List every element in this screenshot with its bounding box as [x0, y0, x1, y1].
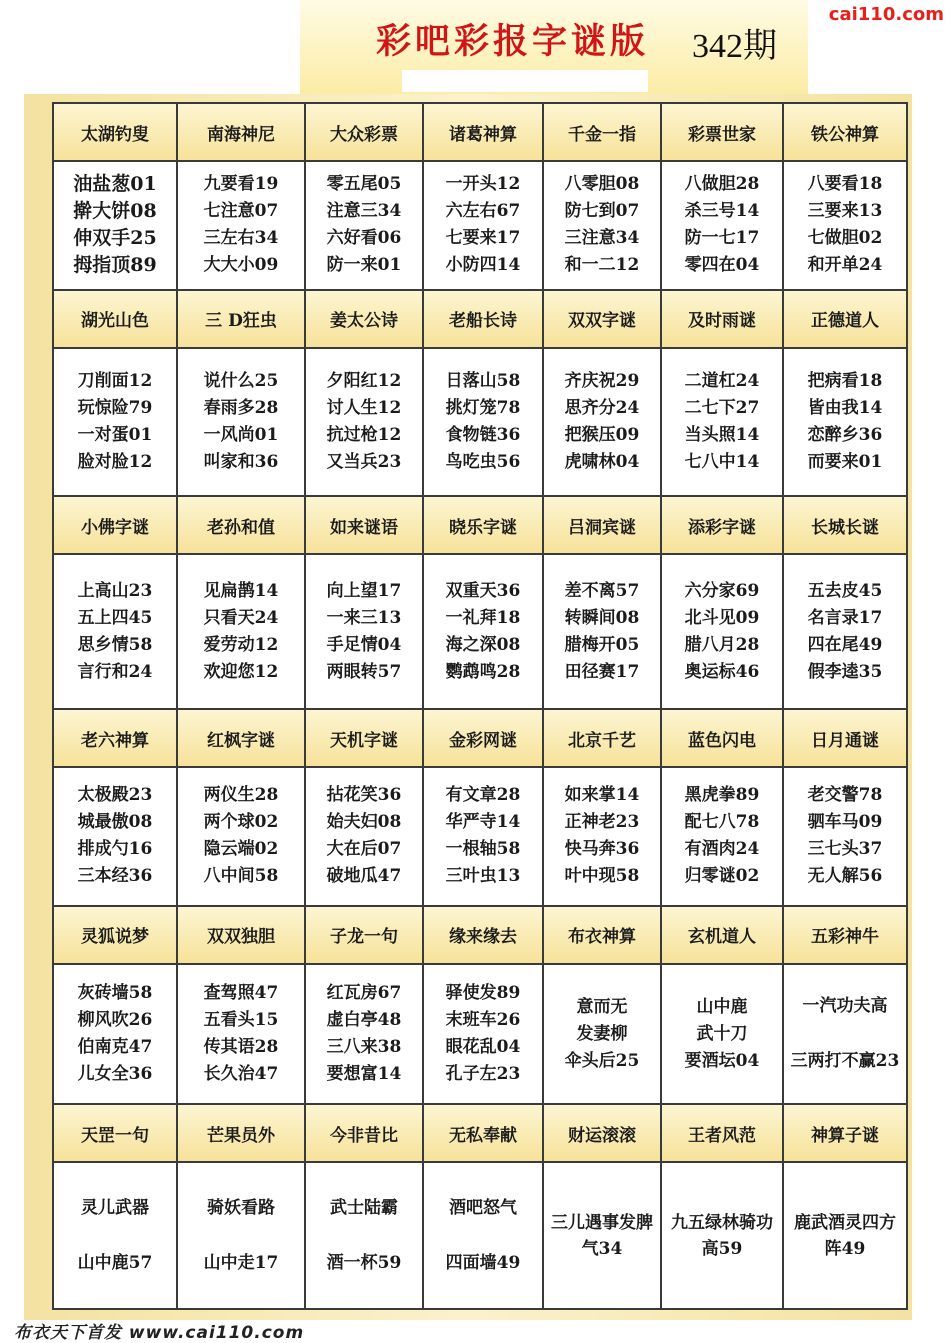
- author-header: 双双独胆: [177, 906, 305, 964]
- riddle-line: 配七八78: [684, 812, 760, 833]
- author-header: 彩票世家: [661, 103, 783, 161]
- riddle-line: 归零谜02: [684, 866, 760, 887]
- riddle-line: 大在后07: [326, 839, 402, 860]
- riddle-lines: [662, 782, 782, 890]
- riddle-line: 眼花乱04: [445, 1037, 521, 1058]
- riddle-line: 有文章28: [445, 785, 521, 806]
- riddle-line: 伸双手25: [73, 227, 157, 250]
- riddle-line: 三左右34: [203, 228, 279, 249]
- author-header: 王者风范: [661, 1104, 783, 1162]
- riddle-line: 孔子左23: [445, 1064, 521, 1085]
- riddle-lines: [424, 1195, 542, 1277]
- title-underline-bar: [402, 70, 648, 92]
- riddle-line: 杀三号14: [684, 201, 760, 222]
- author-header: 及时雨谜: [661, 290, 783, 348]
- riddle-line: 八中间58: [203, 866, 279, 887]
- riddle-lines: [306, 1195, 422, 1277]
- riddle-cell: [305, 348, 423, 496]
- riddle-line: 小防四14: [445, 255, 521, 276]
- riddle-line: 零五尾05: [326, 174, 402, 195]
- riddle-cell: [423, 964, 543, 1104]
- riddle-cell: [423, 767, 543, 905]
- riddle-line: 发妻柳: [576, 1023, 628, 1044]
- riddle-line: 灵儿武器: [81, 1197, 149, 1218]
- riddle-line: 破地瓜47: [326, 866, 402, 887]
- riddle-line: 三八来38: [326, 1037, 402, 1058]
- riddle-line: 叫家和36: [203, 452, 279, 473]
- riddle-line: 爱劳动12: [203, 634, 279, 655]
- author-header: 正德道人: [783, 290, 907, 348]
- riddle-cell: [177, 554, 305, 709]
- riddle-line: 一风尚01: [203, 425, 279, 446]
- riddle-cell: [661, 964, 783, 1104]
- riddle-line: 刀削面12: [77, 371, 153, 392]
- author-header: 神算子谜: [783, 1104, 907, 1162]
- riddle-line: 酒一杯59: [326, 1252, 402, 1273]
- riddle-lines: [662, 171, 782, 279]
- riddle-line: 意而无: [576, 996, 628, 1017]
- riddle-lines: [544, 782, 660, 890]
- riddle-line: 老交警78: [807, 785, 883, 806]
- author-header: 无私奉献: [423, 1104, 543, 1162]
- riddle-line: 而要来01: [807, 452, 883, 473]
- riddle-line: 海之深08: [445, 634, 521, 655]
- issue-number: 342期: [692, 28, 777, 65]
- riddle-lines: [424, 171, 542, 279]
- riddle-line: 八做胆28: [684, 174, 760, 195]
- riddle-line: 四面墙49: [445, 1252, 521, 1273]
- author-header: 如来谜语: [305, 496, 423, 554]
- riddle-line: 无人解56: [807, 866, 883, 887]
- riddle-line: 骑妖看路: [207, 1197, 275, 1218]
- riddle-lines: [784, 368, 906, 476]
- riddle-line: 一对蛋01: [77, 425, 153, 446]
- riddle-line: 武十刀: [696, 1023, 748, 1044]
- riddle-row: [53, 964, 907, 1104]
- riddle-line: 红瓦房67: [326, 983, 402, 1004]
- author-header: 长城长谜: [783, 496, 907, 554]
- riddle-cell: [305, 1162, 423, 1309]
- riddle-cell: [543, 348, 661, 496]
- riddle-lines: [662, 578, 782, 686]
- riddle-cell: [53, 348, 177, 496]
- riddle-cell: [177, 767, 305, 905]
- riddle-line: 转瞬间08: [564, 607, 640, 628]
- riddle-line: 大大小09: [203, 255, 279, 276]
- riddle-line: 油盐葱01: [73, 173, 157, 196]
- riddle-line: 三要来13: [807, 201, 883, 222]
- riddle-line: 华严寺14: [445, 812, 521, 833]
- riddle-cell: [53, 964, 177, 1104]
- riddle-line: 山中鹿57: [77, 1252, 153, 1273]
- riddle-line: 当头照14: [684, 425, 760, 446]
- riddle-lines: [54, 578, 176, 686]
- riddle-line: 玩惊险79: [77, 398, 153, 419]
- riddle-line: 两眼转57: [326, 661, 402, 682]
- riddle-line: 言行和24: [77, 661, 153, 682]
- riddle-cell: [543, 161, 661, 289]
- riddle-line: 齐庆祝29: [564, 371, 640, 392]
- riddle-line: 七八中14: [684, 452, 760, 473]
- riddle-line: 九要看19: [203, 174, 279, 195]
- riddle-line: 九五绿林骑功高59: [671, 1212, 773, 1259]
- riddle-line: 差不离57: [564, 580, 640, 601]
- riddle-line: 把病看18: [807, 371, 883, 392]
- riddle-line: 有酒肉24: [684, 839, 760, 860]
- riddle-cell: [783, 1162, 907, 1309]
- riddle-line: 五看头15: [203, 1010, 279, 1031]
- riddle-lines: [178, 171, 304, 279]
- riddle-line: 擀大饼08: [73, 200, 157, 223]
- riddle-line: 抗过枪12: [326, 425, 402, 446]
- riddle-line: 上高山23: [77, 580, 153, 601]
- riddle-cell: [177, 348, 305, 496]
- riddle-lines: [306, 578, 422, 686]
- riddle-line: 又当兵23: [326, 452, 402, 473]
- author-header: 天机字谜: [305, 709, 423, 767]
- riddle-line: 末班车26: [445, 1010, 521, 1031]
- author-header: 蓝色闪电: [661, 709, 783, 767]
- riddle-line: 两个球02: [203, 812, 279, 833]
- author-header: 缘来缘去: [423, 906, 543, 964]
- riddle-line: 奥运标46: [684, 661, 760, 682]
- riddle-line: 儿女全36: [77, 1064, 153, 1085]
- title-banner: [300, 0, 808, 96]
- riddle-line: 驷车马09: [807, 812, 883, 833]
- riddle-lines: [784, 171, 906, 279]
- riddle-line: 柳风吹26: [77, 1010, 153, 1031]
- author-header: 小佛字谜: [53, 496, 177, 554]
- author-header: 北京千艺: [543, 709, 661, 767]
- riddle-lines: [424, 980, 542, 1088]
- riddle-line: 隐云端02: [203, 839, 279, 860]
- riddle-line: 八零胆08: [564, 174, 640, 195]
- riddle-line: 恋醉乡36: [807, 425, 883, 446]
- riddle-line: 始夫妇08: [326, 812, 402, 833]
- page-title: 彩吧彩报字谜版: [376, 22, 650, 62]
- header-row: [53, 290, 907, 348]
- riddle-line: 虚白亭48: [326, 1010, 402, 1031]
- riddle-line: 食物链36: [445, 425, 521, 446]
- riddle-line: 传其语28: [203, 1037, 279, 1058]
- riddle-lines: [54, 980, 176, 1088]
- riddle-line: 腊八月28: [684, 634, 760, 655]
- riddle-row: [53, 348, 907, 496]
- riddle-lines: [306, 171, 422, 279]
- site-url: cai110.com: [828, 4, 944, 25]
- author-header: 布衣神算: [543, 906, 661, 964]
- riddle-cell: [53, 161, 177, 289]
- riddle-lines: [784, 1210, 906, 1262]
- riddle-cell: [661, 554, 783, 709]
- riddle-line: 灰砖墙58: [77, 983, 153, 1004]
- author-header: 日月通谜: [783, 709, 907, 767]
- riddle-line: 一开头12: [445, 174, 521, 195]
- riddle-cell: [783, 767, 907, 905]
- riddle-lines: [178, 578, 304, 686]
- riddle-line: 伞头后25: [564, 1050, 640, 1071]
- riddle-line: 拇指顶89: [73, 254, 157, 277]
- riddle-line: 名言录17: [807, 607, 883, 628]
- riddle-cell: [305, 767, 423, 905]
- riddle-line: 鹦鹉鸣28: [445, 661, 521, 682]
- riddle-line: 鹿武酒灵四方阵49: [794, 1212, 896, 1259]
- riddle-lines: [178, 980, 304, 1088]
- riddle-line: 黑虎拳89: [684, 785, 760, 806]
- riddle-line: 长久治47: [203, 1064, 279, 1085]
- header-row: [53, 906, 907, 964]
- riddle-lines: [662, 994, 782, 1075]
- riddle-lines: [784, 782, 906, 890]
- riddle-cell: [661, 1162, 783, 1309]
- riddle-cell: [661, 767, 783, 905]
- riddle-cell: [543, 1162, 661, 1309]
- riddle-line: 鸟吃虫56: [445, 452, 521, 473]
- riddle-lines: [544, 1210, 660, 1262]
- author-header: 湖光山色: [53, 290, 177, 348]
- riddle-line: 六左右67: [445, 201, 521, 222]
- riddle-lines: [662, 368, 782, 476]
- riddle-cell: [783, 554, 907, 709]
- riddle-line: 防一来01: [326, 255, 402, 276]
- riddle-line: 三儿遇事发脾气34: [551, 1212, 653, 1259]
- author-header: 铁公神算: [783, 103, 907, 161]
- riddle-line: 山中走17: [203, 1252, 279, 1273]
- riddle-line: 三叶虫13: [445, 866, 521, 887]
- riddle-cell: [53, 1162, 177, 1309]
- author-header: 财运滚滚: [543, 1104, 661, 1162]
- riddle-line: 查驾照47: [203, 983, 279, 1004]
- riddle-line: 七要来17: [445, 228, 521, 249]
- riddle-row: [53, 1162, 907, 1309]
- riddle-line: 日落山58: [445, 371, 521, 392]
- author-header: 老孙和值: [177, 496, 305, 554]
- author-header: 玄机道人: [661, 906, 783, 964]
- riddle-line: 把猴压09: [564, 425, 640, 446]
- riddle-lines: [178, 782, 304, 890]
- riddle-lines: [424, 782, 542, 890]
- riddle-lines: [544, 994, 660, 1075]
- author-header: 姜太公诗: [305, 290, 423, 348]
- riddle-lines: [662, 1210, 782, 1262]
- riddle-line: 武士陆霸: [330, 1197, 398, 1218]
- riddle-line: 六分家69: [684, 580, 760, 601]
- riddle-line: 脸对脸12: [77, 452, 153, 473]
- riddle-lines: [784, 578, 906, 686]
- riddle-line: 向上望17: [326, 580, 402, 601]
- riddle-line: 和开单24: [807, 255, 883, 276]
- riddle-cell: [661, 348, 783, 496]
- riddle-lines: [544, 578, 660, 686]
- author-header: 双双字谜: [543, 290, 661, 348]
- riddle-line: 挑灯笼78: [445, 398, 521, 419]
- riddle-line: 思齐分24: [564, 398, 640, 419]
- riddle-cell: [423, 1162, 543, 1309]
- riddle-line: 思乡情58: [77, 634, 153, 655]
- riddle-cell: [423, 348, 543, 496]
- author-header: 南海神尼: [177, 103, 305, 161]
- riddle-line: 三注意34: [564, 228, 640, 249]
- riddle-line: 七做胆02: [807, 228, 883, 249]
- riddle-line: 五上四45: [77, 607, 153, 628]
- riddle-cell: [543, 767, 661, 905]
- riddle-line: 驿使发89: [445, 983, 521, 1004]
- riddle-lines: [54, 171, 176, 279]
- riddle-line: 两仪生28: [203, 785, 279, 806]
- riddle-cell: [661, 161, 783, 289]
- header-row: [53, 709, 907, 767]
- riddle-line: 三本经36: [77, 866, 153, 887]
- riddle-line: 排成勺16: [77, 839, 153, 860]
- riddle-line: 防一七17: [684, 228, 760, 249]
- riddle-line: 要酒坛04: [684, 1050, 760, 1071]
- riddle-line: 防七到07: [564, 201, 640, 222]
- riddle-line: 六好看06: [326, 228, 402, 249]
- author-header: 千金一指: [543, 103, 661, 161]
- author-header: 诸葛神算: [423, 103, 543, 161]
- riddle-lines: [178, 1195, 304, 1277]
- author-header: 天罡一句: [53, 1104, 177, 1162]
- riddle-line: 太极殿23: [77, 785, 153, 806]
- riddle-line: 山中鹿: [696, 996, 748, 1017]
- riddle-line: 叶中现58: [564, 866, 640, 887]
- riddle-line: 三两打不赢23: [790, 1051, 900, 1072]
- riddle-line: 只看天24: [203, 607, 279, 628]
- footer-credit: 布衣天下首发 www.cai110.com: [14, 1323, 305, 1343]
- author-header: 晓乐字谜: [423, 496, 543, 554]
- riddle-line: 假李逵35: [807, 661, 883, 682]
- riddle-lines: [54, 782, 176, 890]
- author-header: 大众彩票: [305, 103, 423, 161]
- riddle-line: 见扁鹊14: [203, 580, 279, 601]
- riddle-cell: [783, 964, 907, 1104]
- riddle-line: 田径赛17: [564, 661, 640, 682]
- riddle-line: 城最傲08: [77, 812, 153, 833]
- riddle-lines: [54, 1195, 176, 1277]
- riddle-cell: [423, 554, 543, 709]
- author-header: 添彩字谜: [661, 496, 783, 554]
- author-header: 子龙一句: [305, 906, 423, 964]
- author-header: 老六神算: [53, 709, 177, 767]
- riddle-line: 酒吧怒气: [449, 1197, 517, 1218]
- riddle-lines: [306, 980, 422, 1088]
- riddle-line: 一来三13: [326, 607, 402, 628]
- riddle-line: 注意三34: [326, 201, 402, 222]
- riddle-line: 三七头37: [807, 839, 883, 860]
- riddle-lines: [306, 368, 422, 476]
- riddle-row: [53, 554, 907, 709]
- riddle-line: 伯南克47: [77, 1037, 153, 1058]
- riddle-line: 拈花笑36: [326, 785, 402, 806]
- author-header: 灵狐说梦: [53, 906, 177, 964]
- riddle-lines: [784, 993, 906, 1075]
- riddle-line: 二七下27: [684, 398, 760, 419]
- author-header: 吕洞宾谜: [543, 496, 661, 554]
- riddle-lines: [178, 368, 304, 476]
- riddle-line: 腊梅开05: [564, 634, 640, 655]
- riddle-row: [53, 161, 907, 289]
- riddle-line: 八要看18: [807, 174, 883, 195]
- riddle-lines: [544, 171, 660, 279]
- riddle-line: 五去皮45: [807, 580, 883, 601]
- riddle-lines: [424, 368, 542, 476]
- riddle-line: 和一二12: [564, 255, 640, 276]
- riddle-cell: [53, 767, 177, 905]
- riddle-line: 虎啸林04: [564, 452, 640, 473]
- riddle-cell: [177, 161, 305, 289]
- riddle-line: 欢迎您12: [203, 661, 279, 682]
- riddle-line: 如来掌14: [564, 785, 640, 806]
- riddle-line: 七注意07: [203, 201, 279, 222]
- riddle-cell: [305, 554, 423, 709]
- riddle-lines: [544, 368, 660, 476]
- author-header: 三 D狂虫: [177, 290, 305, 348]
- riddle-line: 手足情04: [326, 634, 402, 655]
- riddle-line: 要想富14: [326, 1064, 402, 1085]
- riddle-table: [52, 102, 908, 1310]
- riddle-line: 一汽功夫高: [802, 996, 888, 1017]
- riddle-cell: [423, 161, 543, 289]
- riddle-line: 四在尾49: [807, 634, 883, 655]
- author-header: 红枫字谜: [177, 709, 305, 767]
- riddle-cell: [543, 964, 661, 1104]
- author-header: 太湖钓叟: [53, 103, 177, 161]
- header-row: [53, 103, 907, 161]
- riddle-line: 二道杠24: [684, 371, 760, 392]
- riddle-lines: [424, 578, 542, 686]
- author-header: 五彩神牛: [783, 906, 907, 964]
- riddle-line: 零四在04: [684, 255, 760, 276]
- riddle-cell: [177, 1162, 305, 1309]
- riddle-lines: [54, 368, 176, 476]
- riddle-line: 春雨多28: [203, 398, 279, 419]
- header-row: [53, 496, 907, 554]
- riddle-row: [53, 767, 907, 905]
- riddle-cell: [543, 554, 661, 709]
- author-header: 今非昔比: [305, 1104, 423, 1162]
- riddle-line: 快马奔36: [564, 839, 640, 860]
- riddle-cell: [783, 161, 907, 289]
- riddle-cell: [305, 964, 423, 1104]
- riddle-line: 讨人生12: [326, 398, 402, 419]
- riddle-line: 双重天36: [445, 580, 521, 601]
- riddle-line: 一根轴58: [445, 839, 521, 860]
- riddle-line: 正神老23: [564, 812, 640, 833]
- riddle-cell: [53, 554, 177, 709]
- riddle-lines: [306, 782, 422, 890]
- author-header: 金彩网谜: [423, 709, 543, 767]
- riddle-line: 皆由我14: [807, 398, 883, 419]
- riddle-cell: [177, 964, 305, 1104]
- riddle-line: 说什么25: [203, 371, 279, 392]
- riddle-line: 一礼拜18: [445, 607, 521, 628]
- header-row: [53, 1104, 907, 1162]
- author-header: 老船长诗: [423, 290, 543, 348]
- author-header: 芒果员外: [177, 1104, 305, 1162]
- riddle-cell: [783, 348, 907, 496]
- riddle-cell: [305, 161, 423, 289]
- riddle-line: 北斗见09: [684, 607, 760, 628]
- riddle-line: 夕阳红12: [326, 371, 402, 392]
